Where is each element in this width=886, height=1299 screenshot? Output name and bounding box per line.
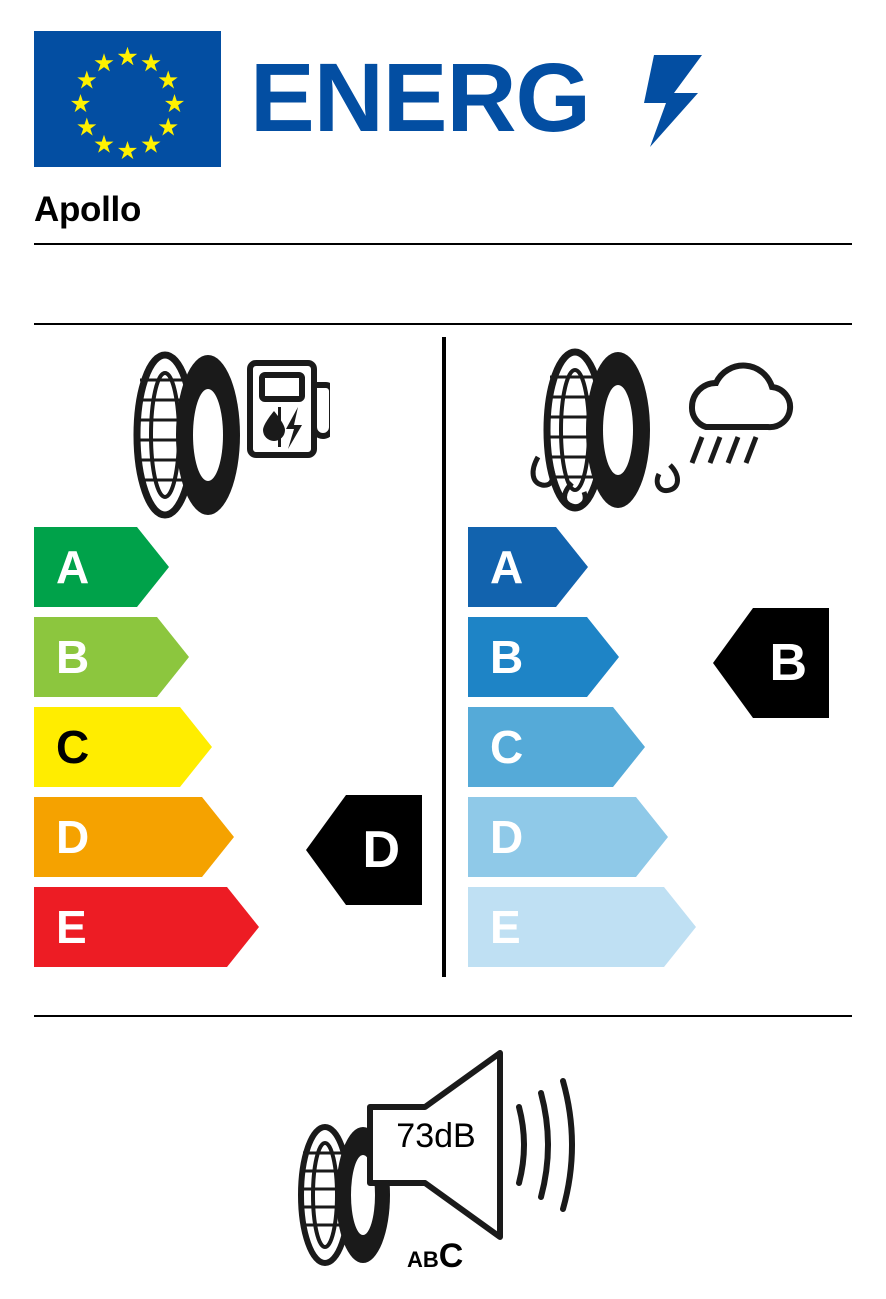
grade-row [34, 707, 259, 787]
energy-label-header [34, 31, 852, 167]
fuel-grade-b [34, 617, 259, 697]
fuel-grade-a [34, 527, 259, 607]
noise-class-selected: C [438, 1237, 464, 1275]
svg-text:ENERG: ENERG [250, 55, 590, 147]
wet-grade-d [468, 797, 696, 877]
grade-row [34, 887, 259, 967]
grade-row [34, 527, 259, 607]
fuel-grade-e [34, 887, 259, 967]
wet-grade-c-letter: C [490, 721, 524, 773]
divider-under-brand [34, 243, 852, 245]
fuel-efficiency-selected-letter: D [362, 821, 400, 879]
fuel-grade-d-letter: D [56, 811, 90, 863]
grade-row [34, 797, 259, 877]
noise-class-inactive: AB [407, 1247, 439, 1272]
grade-row [34, 617, 259, 697]
brand-name: Apollo [34, 190, 142, 229]
rain-cloud-icon [692, 366, 790, 463]
divider-noise-section [34, 1015, 852, 1017]
wet-grip-selected-letter: B [769, 634, 807, 692]
fuel-efficiency-selected-badge [306, 795, 422, 905]
eu-flag [34, 31, 221, 167]
tyre-icon [547, 352, 650, 508]
wet-grade-b-letter: B [490, 631, 524, 683]
fuel-grade-c-letter: C [56, 721, 90, 773]
grade-row [468, 617, 696, 697]
wet-grade-a [468, 527, 696, 607]
lightning-bolt-icon [644, 55, 702, 147]
fuel-grade-d [34, 797, 259, 877]
divider-vertical [442, 337, 446, 977]
fuel-efficiency-grades [34, 527, 259, 977]
tyre-icon [137, 355, 240, 515]
fuel-grade-c [34, 707, 259, 787]
wet-grade-a-letter: A [490, 541, 524, 593]
noise-value: 73dB [396, 1117, 476, 1155]
energ-wordmark [250, 55, 730, 147]
grade-row [468, 707, 696, 787]
noise-section [285, 1045, 605, 1275]
wet-grip-selected-badge [713, 608, 829, 718]
wet-grade-b [468, 617, 696, 697]
divider-top-section [34, 323, 852, 325]
fuel-grade-a-letter: A [56, 541, 90, 593]
wet-grip-grades [468, 527, 696, 977]
wet-grade-d-letter: D [490, 811, 524, 863]
fuel-drop-icon [263, 407, 302, 449]
grade-row [468, 527, 696, 607]
wet-grade-e-letter: E [490, 901, 521, 953]
wet-grip-pictogram [520, 345, 800, 525]
grade-row [468, 887, 696, 967]
grade-row [468, 797, 696, 877]
fuel-efficiency-pictogram [120, 345, 330, 525]
fuel-pump-icon [250, 363, 330, 455]
fuel-grade-b-letter: B [56, 631, 90, 683]
noise-class-badge [407, 1237, 463, 1276]
wet-grade-c [468, 707, 696, 787]
fuel-grade-e-letter: E [56, 901, 87, 953]
wet-grade-e [468, 887, 696, 967]
